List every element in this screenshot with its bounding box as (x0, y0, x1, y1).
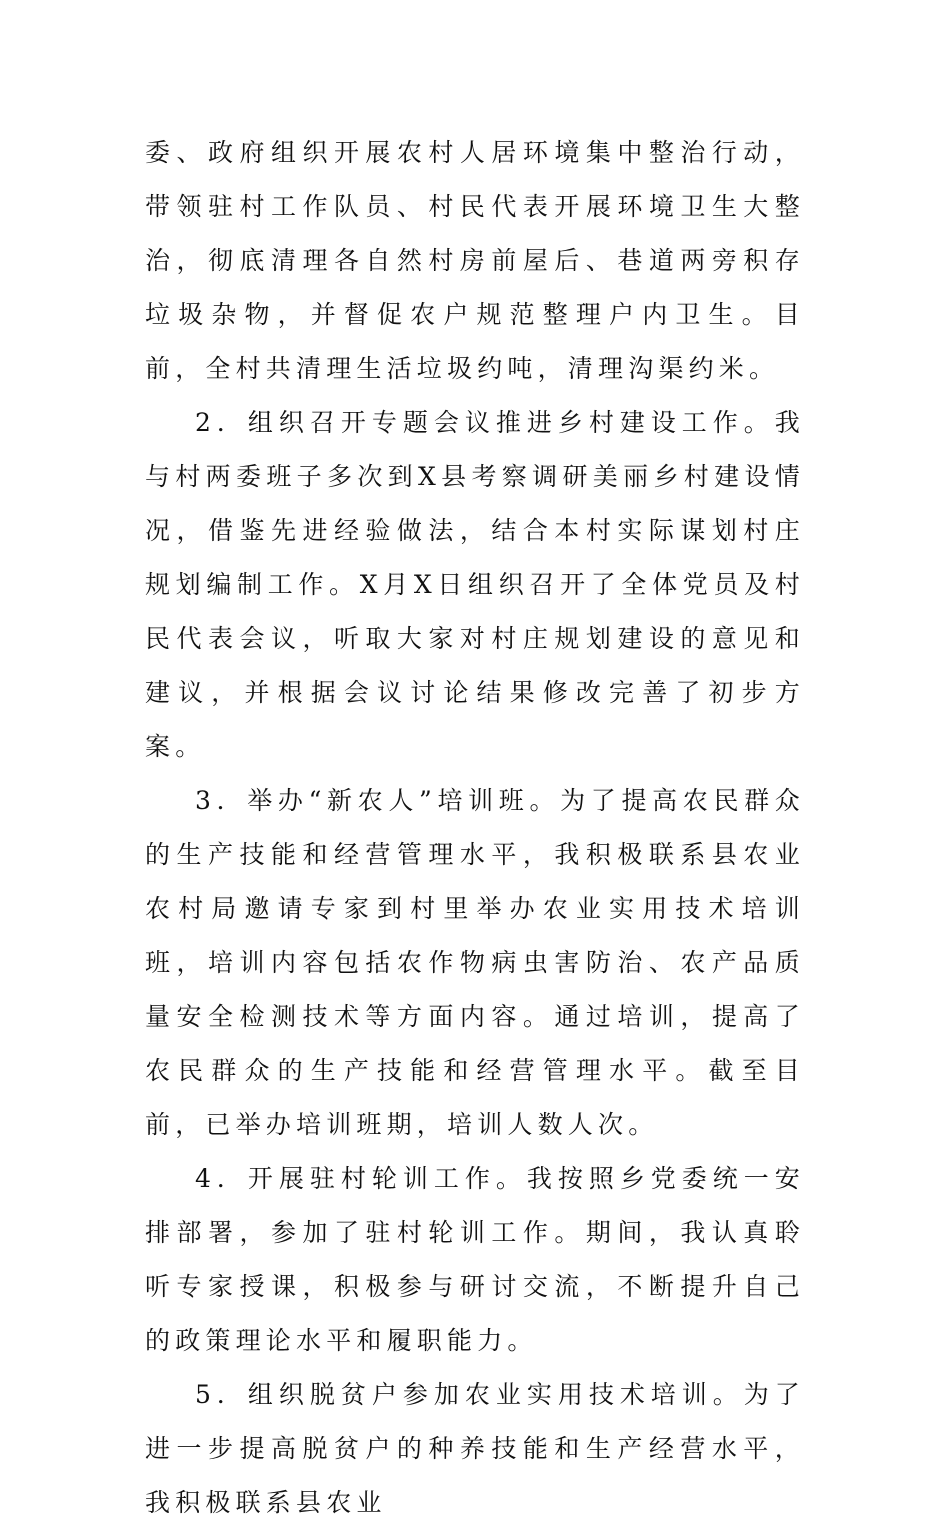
document-page (145, 126, 805, 1530)
paragraph-item-5: 5．组织脱贫户参加农业实用技术培训。为了进一步提高脱贫户的种养技能和生产经营水平，我积极联系县农业 (145, 1380, 805, 1517)
paragraph-item-4: 4．开展驻村轮训工作。我按照乡党委统一安排部署，参加了驻村轮训工作。期间，我认真聆听专家授课，积极参与研讨交流，不断提升自己的政策理论水平和履职能力。 (145, 1164, 805, 1355)
paragraph-continuation: 委、政府组织开展农村人居环境集中整治行动，带领驻村工作队员、村民代表开展环境卫生大整治，彻底清理各自然村房前屋后、巷道两旁积存垃圾杂物，并督促农户规范整理户内卫生。目前，全村共清理生活垃圾约吨，清理沟渠约米。 (145, 138, 805, 383)
paragraph-item-3: 3．举办“新农人”培训班。为了提高农民群众的生产技能和经营管理水平，我积极联系县农业农村局邀请专家到村里举办农业实用技术培训班，培训内容包括农作物病虫害防治、农产品质量安全检测技术等方面内容。通过培训，提高了农民群众的生产技能和经营管理水平。截至目前，已举办培训班期，培训人数人次。 (145, 786, 805, 1139)
paragraph-item-2: 2．组织召开专题会议推进乡村建设工作。我与村两委班子多次到X县考察调研美丽乡村建设情况，借鉴先进经验做法，结合本村实际谋划村庄规划编制工作。X月X日组织召开了全体党员及村民代表会议，听取大家对村庄规划建设的意见和建议，并根据会议讨论结果修改完善了初步方案。 (145, 408, 805, 761)
